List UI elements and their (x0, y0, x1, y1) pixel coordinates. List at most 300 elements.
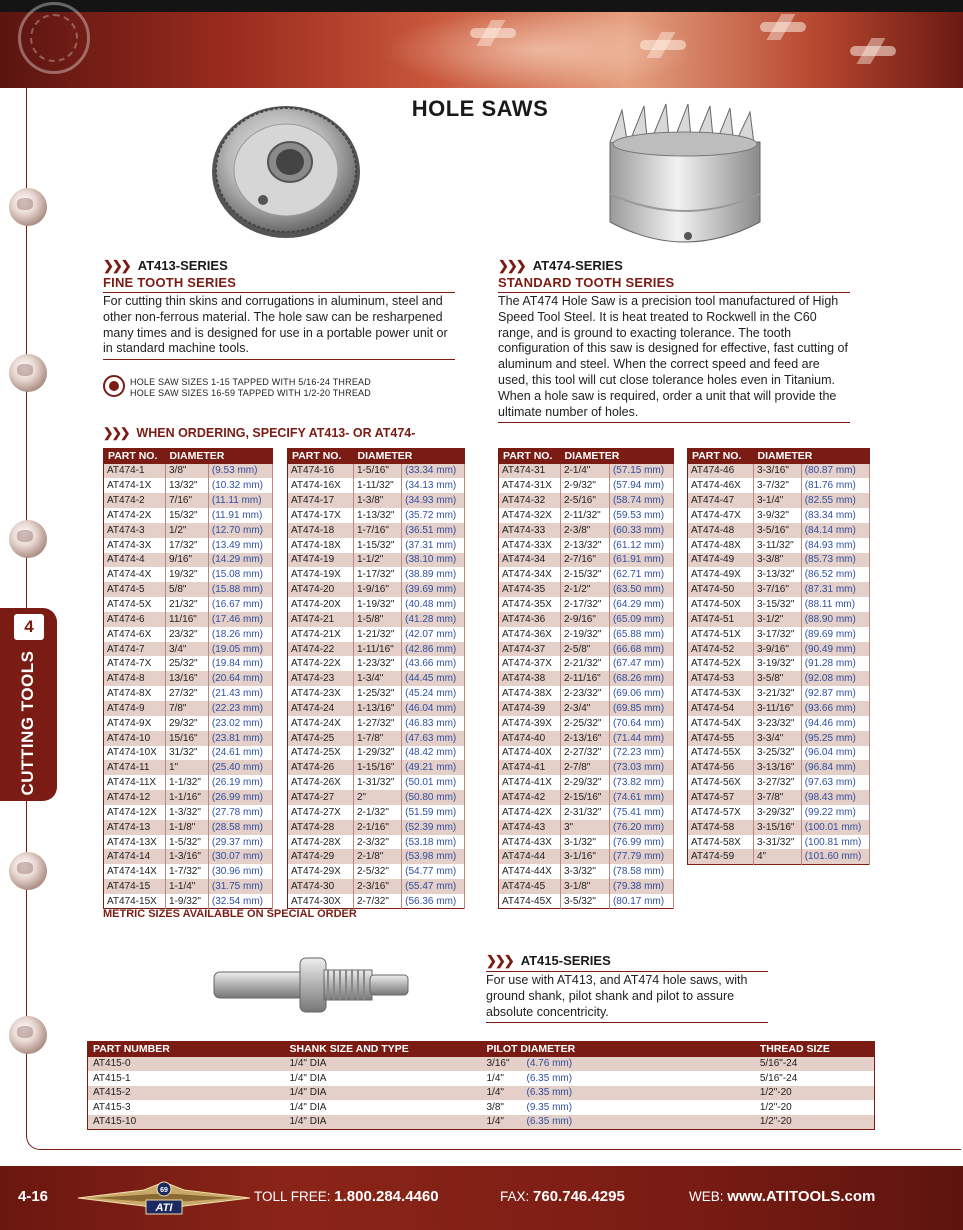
table-row (88, 1086, 875, 1101)
divider (498, 422, 850, 423)
diameter-inch-cell: 3-25/32" (754, 746, 802, 761)
part-no-header: PART NO. (499, 449, 561, 464)
diameter-mm-cell: (72.23 mm) (609, 746, 673, 761)
diameter-inch-cell: 3-1/16" (561, 849, 610, 864)
table-row (104, 790, 273, 805)
part-number-cell: AT474-31 (499, 464, 561, 479)
web-contact (689, 1188, 875, 1205)
thread-note-line: HOLE SAW SIZES 1-15 TAPPED WITH 5/16-24 THREAD (130, 377, 371, 387)
part-number-cell: AT474-12 (104, 790, 166, 805)
diameter-inch-cell: 2-3/8" (561, 523, 610, 538)
diameter-inch-cell: 2-5/32" (354, 864, 402, 879)
standard-tooth-hole-saw-image (604, 102, 766, 252)
table-row (499, 849, 674, 864)
table-row (288, 716, 465, 731)
diameter-inch-cell: 3-5/16" (754, 523, 802, 538)
table-row (104, 775, 273, 790)
diameter-inch-cell: 3-23/32" (754, 716, 802, 731)
part-number-cell: AT474-10X (104, 746, 166, 761)
table-row (104, 849, 273, 864)
diameter-mm-cell: (100.01 mm) (801, 820, 869, 835)
diameter-inch-cell: 3-13/16" (754, 760, 802, 775)
table-row (104, 553, 273, 568)
diameter-mm-cell: (88.90 mm) (801, 612, 869, 627)
thread-cell: 5/16"-24 (755, 1057, 875, 1072)
part-number-cell: AT474-12X (104, 805, 166, 820)
globe-icon (9, 852, 47, 890)
diameter-mm-cell: (79.38 mm) (609, 879, 673, 894)
diameter-inch-cell: 3-5/8" (754, 671, 802, 686)
table-row (688, 835, 870, 850)
diameter-mm-cell: (92.87 mm) (801, 686, 869, 701)
diameter-mm-cell: (80.17 mm) (609, 894, 673, 909)
diameter-mm-cell: (99.22 mm) (801, 805, 869, 820)
website-link[interactable]: www.ATITOOLS.com (727, 1188, 876, 1205)
diameter-header: DIAMETER (561, 449, 674, 464)
at474-series-title: AT474-SERIES (532, 258, 623, 273)
diameter-mm-cell: (90.49 mm) (801, 642, 869, 657)
diameter-mm-cell: (36.51 mm) (402, 523, 465, 538)
table-row (104, 567, 273, 582)
diameter-inch-cell: 1-7/32" (166, 864, 209, 879)
table-row (288, 775, 465, 790)
diameter-mm-cell: (14.29 mm) (208, 553, 272, 568)
diameter-mm-cell: (23.81 mm) (208, 731, 272, 746)
diameter-mm-cell: (85.73 mm) (801, 553, 869, 568)
part-number-cell: AT474-50X (688, 597, 754, 612)
diameter-mm-cell: (26.99 mm) (208, 790, 272, 805)
part-number-cell: AT474-21 (288, 612, 354, 627)
table-row (88, 1071, 875, 1086)
part-number-cell: AT474-3 (104, 523, 166, 538)
diameter-inch-cell: 2-1/2" (561, 582, 610, 597)
table-row (688, 642, 870, 657)
part-number-cell: AT474-57 (688, 790, 754, 805)
diameter-mm-cell: (19.84 mm) (208, 656, 272, 671)
chevron-icon: ❯❯❯ (103, 258, 130, 273)
part-number-cell: AT474-38 (499, 671, 561, 686)
part-number-cell: AT474-38X (499, 686, 561, 701)
diameter-inch-cell: 3-17/32" (754, 627, 802, 642)
table-row (104, 716, 273, 731)
table-row (499, 879, 674, 894)
chevron-icon: ❯❯❯ (103, 426, 129, 440)
diameter-mm-cell: (32.54 mm) (208, 894, 272, 909)
divider (486, 1022, 768, 1023)
table-row (104, 879, 273, 894)
diameter-inch-cell: 3-7/16" (754, 582, 802, 597)
table-row (499, 820, 674, 835)
table-row (104, 656, 273, 671)
table-row (288, 820, 465, 835)
part-number-cell: AT474-49X (688, 567, 754, 582)
diameter-mm-cell: (67.47 mm) (609, 656, 673, 671)
part-number-cell: AT474-40 (499, 731, 561, 746)
table-row (499, 642, 674, 657)
part-number-cell: AT474-54 (688, 701, 754, 716)
table-row (288, 582, 465, 597)
table-row (499, 627, 674, 642)
table-row (499, 790, 674, 805)
diameter-mm-cell: (28.58 mm) (208, 820, 272, 835)
diameter-mm-cell: (44.45 mm) (402, 671, 465, 686)
diameter-inch-cell: 1-29/32" (354, 746, 402, 761)
table-row (499, 597, 674, 612)
part-number-cell: AT474-31X (499, 478, 561, 493)
pilot-inch-cell: 1/4" (482, 1115, 522, 1130)
at413-subtitle: FINE TOOTH SERIES (103, 275, 237, 290)
diameter-inch-cell: 1-5/32" (166, 835, 209, 850)
diameter-inch-cell: 2-3/4" (561, 701, 610, 716)
part-number-cell: AT474-41 (499, 760, 561, 775)
table-row (288, 627, 465, 642)
diameter-inch-cell: 2-1/4" (561, 464, 610, 479)
diameter-inch-cell: 3-1/4" (754, 493, 802, 508)
diameter-inch-cell: 3-21/32" (754, 686, 802, 701)
part-number-cell: AT474-19 (288, 553, 354, 568)
table-row (288, 894, 465, 909)
svg-text:ATI: ATI (155, 1202, 173, 1214)
part-number-cell: AT474-55 (688, 731, 754, 746)
table-row (499, 523, 674, 538)
diameter-inch-cell: 3-1/8" (561, 879, 610, 894)
diameter-mm-cell: (16.67 mm) (208, 597, 272, 612)
diameter-inch-cell: 3-3/32" (561, 864, 610, 879)
diameter-inch-cell: 1/2" (166, 523, 209, 538)
diameter-mm-cell: (71.44 mm) (609, 731, 673, 746)
table-row (104, 746, 273, 761)
part-number-cell: AT474-32 (499, 493, 561, 508)
diameter-inch-cell: 31/32" (166, 746, 209, 761)
diameter-inch-cell: 7/16" (166, 493, 209, 508)
table-row (104, 523, 273, 538)
part-number-cell: AT474-13 (104, 820, 166, 835)
diameter-mm-cell: (93.66 mm) (801, 701, 869, 716)
diameter-inch-cell: 2-7/8" (561, 760, 610, 775)
table-row (688, 731, 870, 746)
diameter-inch-cell: 1-3/16" (166, 849, 209, 864)
diameter-mm-cell: (25.40 mm) (208, 760, 272, 775)
diameter-mm-cell: (55.47 mm) (402, 879, 465, 894)
table-row (288, 597, 465, 612)
thread-note (130, 377, 371, 399)
part-number-cell: AT474-51 (688, 612, 754, 627)
part-number-cell: AT474-26X (288, 775, 354, 790)
diameter-inch-cell: 1-13/16" (354, 701, 402, 716)
table-row (688, 671, 870, 686)
diameter-mm-cell: (19.05 mm) (208, 642, 272, 657)
table-row (688, 686, 870, 701)
table-row (288, 508, 465, 523)
aircraft-graphic (470, 28, 516, 38)
diameter-inch-cell: 3-5/32" (561, 894, 610, 909)
diameter-mm-cell: (97.63 mm) (801, 775, 869, 790)
table-row (288, 478, 465, 493)
table-row (688, 716, 870, 731)
diameter-inch-cell: 2-29/32" (561, 775, 610, 790)
diameter-inch-cell: 3-31/32" (754, 835, 802, 850)
table-row (688, 582, 870, 597)
table-row (88, 1100, 875, 1115)
diameter-inch-cell: 1-5/16" (354, 464, 402, 479)
diameter-mm-cell: (50.80 mm) (402, 790, 465, 805)
diameter-inch-cell: 3" (561, 820, 610, 835)
table-row (499, 582, 674, 597)
table-row (688, 553, 870, 568)
at474-series-heading (498, 258, 623, 274)
aircraft-graphic (850, 46, 896, 56)
diameter-mm-cell: (64.29 mm) (609, 597, 673, 612)
diameter-mm-cell: (41.28 mm) (402, 612, 465, 627)
diameter-mm-cell: (96.04 mm) (801, 746, 869, 761)
diameter-inch-cell: 3-9/16" (754, 642, 802, 657)
part-number-cell: AT474-14X (104, 864, 166, 879)
part-number-cell: AT474-53X (688, 686, 754, 701)
diameter-inch-cell: 4" (754, 849, 802, 864)
diameter-inch-cell: 1-1/2" (354, 553, 402, 568)
part-number-cell: AT474-56X (688, 775, 754, 790)
diameter-mm-cell: (21.43 mm) (208, 686, 272, 701)
diameter-inch-cell: 1-3/4" (354, 671, 402, 686)
part-number-cell: AT474-8X (104, 686, 166, 701)
diameter-inch-cell: 3-27/32" (754, 775, 802, 790)
diameter-mm-cell: (23.02 mm) (208, 716, 272, 731)
part-number-cell: AT474-14 (104, 849, 166, 864)
part-number-cell: AT474-42X (499, 805, 561, 820)
table-row (288, 523, 465, 538)
diameter-mm-cell: (29.37 mm) (208, 835, 272, 850)
diameter-mm-cell: (10.32 mm) (208, 478, 272, 493)
diameter-mm-cell: (30.96 mm) (208, 864, 272, 879)
table-row (499, 805, 674, 820)
part-number-cell: AT474-33X (499, 538, 561, 553)
part-number-cell: AT474-36X (499, 627, 561, 642)
diameter-mm-cell: (61.12 mm) (609, 538, 673, 553)
pilot-mm-cell: (4.76 mm) (522, 1057, 755, 1072)
diameter-inch-cell: 1-23/32" (354, 656, 402, 671)
table-row (688, 627, 870, 642)
at474-description: The AT474 Hole Saw is a precision tool manufactured of High Speed Tool Steel. It is heat treated to Rockwell in the C60 range, and is ground to exacting tolerance. The tooth configuration of this saw is designed for effective, fast cutting of aluminum and steel. When the correct speed and feed are used, this tool will cut close tolerance holes even in Titanium. When a hole saw is required, order a unit that will provide the ultimate number of holes. (498, 294, 848, 419)
diameter-mm-cell: (58.74 mm) (609, 493, 673, 508)
table-row (104, 464, 273, 479)
toll-free-number[interactable]: 1.800.284.4460 (334, 1188, 439, 1205)
diameter-mm-cell: (68.26 mm) (609, 671, 673, 686)
diameter-inch-cell: 3-11/32" (754, 538, 802, 553)
part-number-cell: AT474-6X (104, 627, 166, 642)
at415-description: For use with AT413, and AT474 hole saws, with ground shank, pilot shank and pilot to assure absolute concentricity. (486, 973, 748, 1019)
pilot-inch-cell: 1/4" (482, 1086, 522, 1101)
chapter-number: 4 (14, 614, 44, 640)
diameter-inch-cell: 27/32" (166, 686, 209, 701)
table-row (499, 567, 674, 582)
diameter-mm-cell: (57.15 mm) (609, 464, 673, 479)
diameter-mm-cell: (101.60 mm) (801, 849, 869, 864)
part-number-cell: AT474-4X (104, 567, 166, 582)
diameter-mm-cell: (75.41 mm) (609, 805, 673, 820)
diameter-mm-cell: (15.88 mm) (208, 582, 272, 597)
part-number-cell: AT474-19X (288, 567, 354, 582)
diameter-inch-cell: 1-9/32" (166, 894, 209, 909)
table-row (104, 627, 273, 642)
diameter-header: DIAMETER (754, 449, 870, 464)
shank-cell: 1/4" DIA (285, 1086, 482, 1101)
toll-free-label: TOLL FREE: (254, 1189, 331, 1204)
part-number-cell: AT474-34X (499, 567, 561, 582)
part-number-cell: AT415-0 (88, 1057, 285, 1072)
diameter-inch-cell: 3-1/32" (561, 835, 610, 850)
table-row (688, 746, 870, 761)
page-title: HOLE SAWS (411, 96, 549, 121)
part-number-cell: AT474-17 (288, 493, 354, 508)
part-number-cell: AT474-25X (288, 746, 354, 761)
table-row (688, 790, 870, 805)
diameter-mm-cell: (31.75 mm) (208, 879, 272, 894)
diameter-inch-cell: 1-3/32" (166, 805, 209, 820)
target-bullet-icon (103, 375, 125, 397)
table-row (688, 464, 870, 479)
part-number-cell: AT474-7 (104, 642, 166, 657)
diameter-inch-cell: 17/32" (166, 538, 209, 553)
chapter-tab[interactable] (0, 608, 57, 801)
diameter-inch-cell: 3-7/32" (754, 478, 802, 493)
part-number-cell: AT474-5X (104, 597, 166, 612)
table-row (288, 731, 465, 746)
diameter-mm-cell: (77.79 mm) (609, 849, 673, 864)
diameter-mm-cell: (51.59 mm) (402, 805, 465, 820)
aircraft-graphic (640, 40, 686, 50)
table-row (499, 760, 674, 775)
part-number-cell: AT474-11 (104, 760, 166, 775)
pilot-inch-cell: 3/16" (482, 1057, 522, 1072)
part-number-cell: AT474-23 (288, 671, 354, 686)
table-row (288, 553, 465, 568)
table-row (499, 464, 674, 479)
diameter-mm-cell: (82.55 mm) (801, 493, 869, 508)
thread-cell: 1/2"-20 (755, 1086, 875, 1101)
ordering-note-text: WHEN ORDERING, SPECIFY AT413- OR AT474- (136, 426, 416, 440)
table-row (688, 701, 870, 716)
diameter-mm-cell: (18.26 mm) (208, 627, 272, 642)
table-row (499, 835, 674, 850)
part-number-cell: AT474-28X (288, 835, 354, 850)
diameter-inch-cell: 1-3/8" (354, 493, 402, 508)
part-number-cell: AT474-47X (688, 508, 754, 523)
diameter-mm-cell: (84.93 mm) (801, 538, 869, 553)
table-row (104, 894, 273, 909)
table-row (104, 671, 273, 686)
diameter-mm-cell: (57.94 mm) (609, 478, 673, 493)
table-row (688, 597, 870, 612)
diameter-mm-cell: (73.03 mm) (609, 760, 673, 775)
part-number-cell: AT474-15X (104, 894, 166, 909)
diameter-inch-cell: 23/32" (166, 627, 209, 642)
diameter-mm-cell: (61.91 mm) (609, 553, 673, 568)
diameter-mm-cell: (66.68 mm) (609, 642, 673, 657)
part-number-cell: AT415-10 (88, 1115, 285, 1130)
part-number-cell: AT474-56 (688, 760, 754, 775)
at413-series-title: AT413-SERIES (137, 258, 228, 273)
diameter-mm-cell: (53.18 mm) (402, 835, 465, 850)
diameter-inch-cell: 1-7/16" (354, 523, 402, 538)
part-number-cell: AT474-43X (499, 835, 561, 850)
table-row (104, 820, 273, 835)
diameter-mm-cell: (46.04 mm) (402, 701, 465, 716)
diameter-mm-cell: (69.85 mm) (609, 701, 673, 716)
table-row (499, 553, 674, 568)
diameter-inch-cell: 3-7/8" (754, 790, 802, 805)
table-row (499, 493, 674, 508)
size-table-4 (687, 448, 870, 865)
diameter-mm-cell: (56.36 mm) (402, 894, 465, 909)
diameter-inch-cell: 2-3/32" (354, 835, 402, 850)
thread-cell: 1/2"-20 (755, 1115, 875, 1130)
diameter-mm-cell: (76.99 mm) (609, 835, 673, 850)
diameter-mm-cell: (38.10 mm) (402, 553, 465, 568)
part-number-cell: AT474-44X (499, 864, 561, 879)
diameter-inch-cell: 2-15/16" (561, 790, 610, 805)
part-number-cell: AT474-27X (288, 805, 354, 820)
part-number-cell: AT474-58X (688, 835, 754, 850)
table-row (104, 597, 273, 612)
diameter-mm-cell: (96.84 mm) (801, 760, 869, 775)
part-number-cell: AT474-9 (104, 701, 166, 716)
chapter-label: CUTTING TOOLS (18, 650, 37, 796)
diameter-mm-cell: (33.34 mm) (402, 464, 465, 479)
shank-cell: 1/4" DIA (285, 1057, 482, 1072)
diameter-mm-cell: (42.07 mm) (402, 627, 465, 642)
company-logo (74, 1176, 254, 1220)
part-number-cell: AT474-15 (104, 879, 166, 894)
size-table-2 (287, 448, 465, 909)
diameter-mm-cell: (60.33 mm) (609, 523, 673, 538)
table-row (288, 864, 465, 879)
part-number-cell: AT474-24 (288, 701, 354, 716)
divider (103, 359, 455, 360)
part-no-header: PART NO. (288, 449, 354, 464)
arbor-table (87, 1041, 875, 1130)
chevron-icon: ❯❯❯ (498, 258, 525, 273)
table-row (499, 686, 674, 701)
part-number-cell: AT474-49 (688, 553, 754, 568)
table-row (499, 775, 674, 790)
part-number-cell: AT474-18X (288, 538, 354, 553)
part-number-cell: AT474-52X (688, 656, 754, 671)
diameter-inch-cell: 3/4" (166, 642, 209, 657)
diameter-inch-cell: 2-19/32" (561, 627, 610, 642)
diameter-mm-cell: (83.34 mm) (801, 508, 869, 523)
diameter-mm-cell: (27.78 mm) (208, 805, 272, 820)
table-row (104, 731, 273, 746)
table-row (288, 642, 465, 657)
diameter-inch-cell: 29/32" (166, 716, 209, 731)
table-row (288, 805, 465, 820)
diameter-inch-cell: 13/16" (166, 671, 209, 686)
diameter-mm-cell: (73.82 mm) (609, 775, 673, 790)
diameter-mm-cell: (40.48 mm) (402, 597, 465, 612)
diameter-inch-cell: 2" (354, 790, 402, 805)
diameter-mm-cell: (62.71 mm) (609, 567, 673, 582)
table-row (288, 760, 465, 775)
diameter-inch-cell: 2-11/16" (561, 671, 610, 686)
fax-contact (500, 1188, 625, 1205)
table-row (288, 538, 465, 553)
diameter-mm-cell: (20.64 mm) (208, 671, 272, 686)
web-label: WEB: (689, 1189, 724, 1204)
diameter-mm-cell: (78.58 mm) (609, 864, 673, 879)
part-number-cell: AT474-52 (688, 642, 754, 657)
diameter-mm-cell: (53.98 mm) (402, 849, 465, 864)
diameter-inch-cell: 1-1/16" (166, 790, 209, 805)
